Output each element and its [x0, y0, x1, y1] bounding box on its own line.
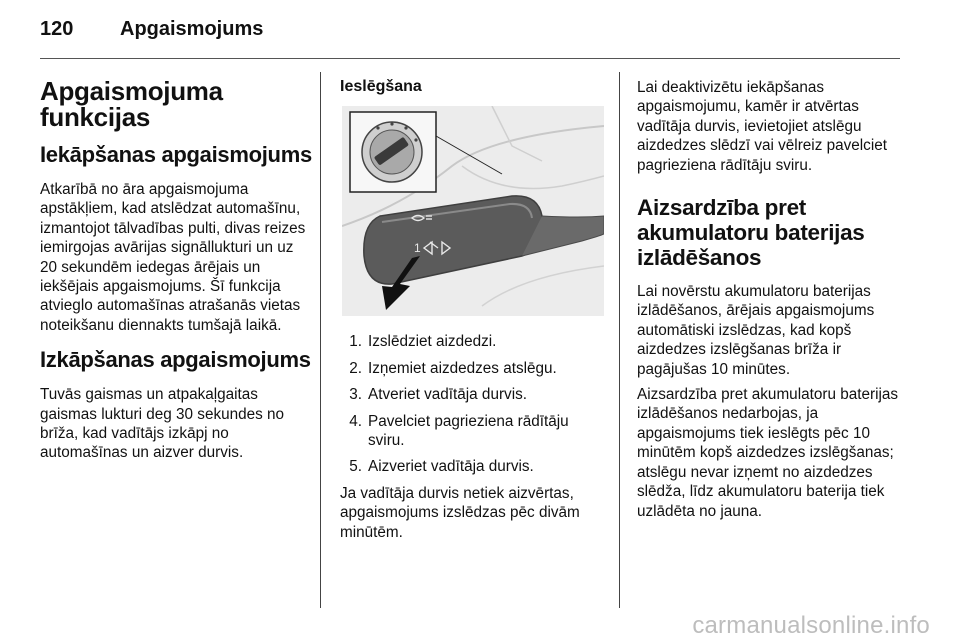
chapter-title: Apgaismojums: [120, 18, 264, 40]
paragraph-battery-1: Lai novērstu akumulatoru baterijas izlādēšanos, ārējais apgaismojums automātiski izslēdzas, kad kopš aizdedzes izslēgšanas brīža ir pagājušas 10 minūtes.: [637, 283, 875, 378]
paragraph-entry-lighting: Atkarībā no āra apgaismojuma apstākļiem, kad atslēdzat automašīnu, izmantojot tālvadības pulti, divas reizes iemirgojas avārijas signāllukturi un uz 20 sekundēm iedegas ārējais un iekšējais apgaismojums. Šī funkcija atvieglo automašīnas atrašanās vietas noteikšanu diennakts tumšajā laikā.: [40, 181, 306, 334]
column-divider: [320, 72, 321, 608]
column-middle: [340, 72, 608, 548]
paragraph-deactivate: Lai deaktivizētu iekāpšanas apgaismojumu, kamēr ir atvērtas vadītāja durvis, ievietojiet atslēgu aizdedzes slēdzī vai vēlreiz pavelciet pagrieziena rādītāju sviru.: [637, 79, 887, 174]
heading-exit-lighting: Izkāpšanas apgaismojums: [40, 347, 311, 373]
page-header: [40, 18, 263, 50]
light-switch-lever-illustration: [342, 106, 604, 316]
list-item: 4. Pavelciet pagrieziena rādītāju sviru.: [349, 412, 569, 450]
heading-entry-lighting: Iekāpšanas apgaismojums: [40, 142, 312, 167]
heading-battery-protection: Aizsardzība pret akumulatoru baterijas izlādēšanos: [637, 195, 865, 271]
column-right: [637, 72, 907, 527]
watermark: carmanualsonline.info: [692, 612, 930, 639]
paragraph-exit-lighting: Tuvās gaismas un atpakaļgaitas gaismas lukturi deg 30 sekundes no brīža, kad vadītājs izkāpj no automašīnas un aizver durvis.: [40, 386, 285, 462]
list-item: 3. Atveriet vadītāja durvis.: [349, 386, 527, 404]
column-divider: [619, 72, 620, 608]
section-title: Apgaismojuma funkcijas: [40, 76, 223, 132]
svg-text:1: 1: [414, 241, 421, 256]
list-item: 2. Izņemiet aizdedzes atslēgu.: [349, 359, 557, 377]
list-item: 1. Izslēdziet aizdedzi.: [349, 333, 497, 351]
page-number: 120: [40, 18, 74, 40]
header-rule: [40, 58, 900, 59]
heading-activation: Ieslēgšana: [340, 78, 422, 95]
steps-list: [340, 332, 608, 476]
paragraph-auto-off: Ja vadītāja durvis netiek aizvērtas, apgaismojums izslēdzas pēc divām minūtēm.: [340, 484, 580, 541]
list-item: 5. Aizveriet vadītāja durvis.: [349, 458, 534, 476]
paragraph-battery-2: Aizsardzība pret akumulatoru baterijas izlādēšanos nedarbojas, ja apgaismojums tiek ieslēgts pēc 10 minūtēm kopš aizdedzes izslēgšanas; atslēgu nevar izņemt no aizdedzes slēdža, līdz akumulatoru baterija tiek uzlādēta no jauna.: [637, 386, 899, 520]
column-left: [40, 72, 312, 469]
